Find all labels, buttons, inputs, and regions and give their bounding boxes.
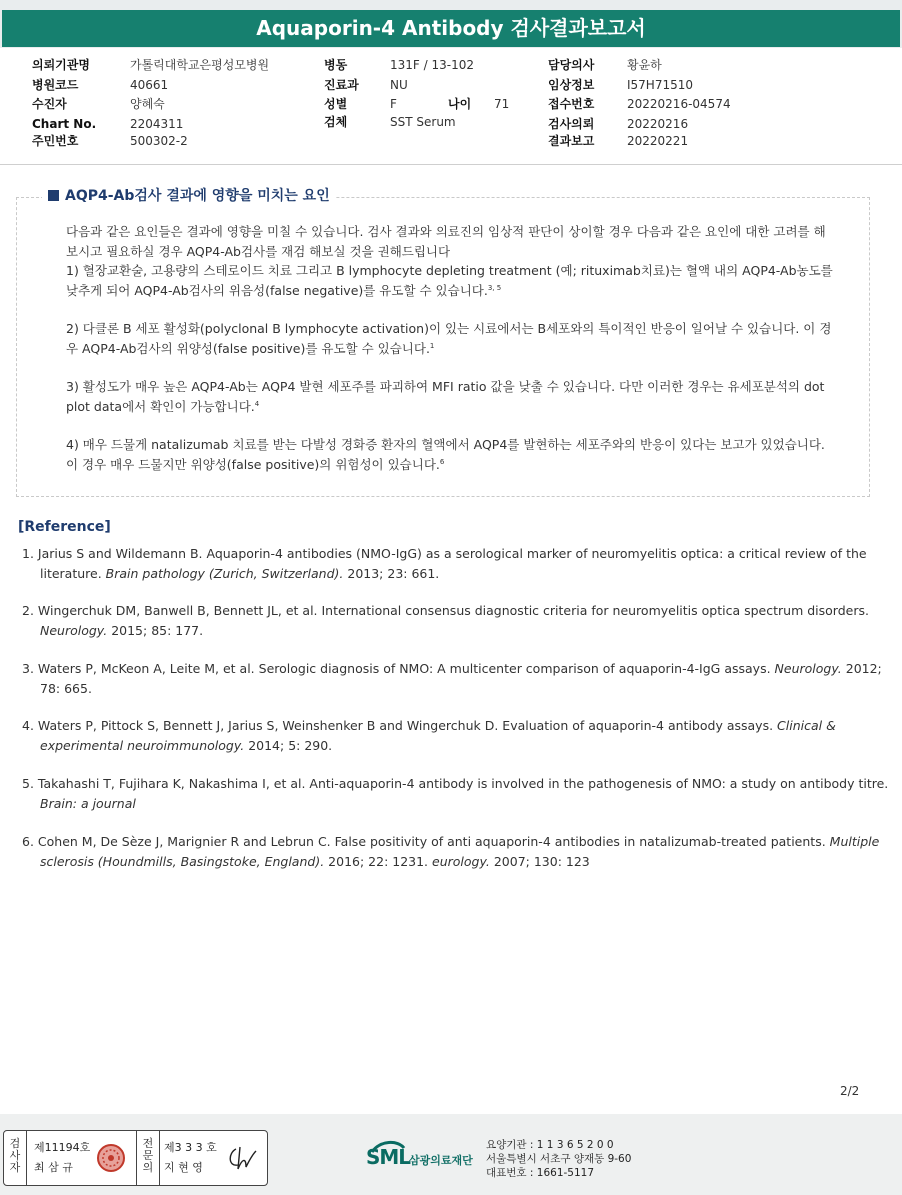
value-report-date: 20220221 xyxy=(627,134,689,148)
examiner-label-text: 검사자 xyxy=(9,1137,21,1174)
factors-intro: 다음과 같은 요인들은 결과에 영향을 미칠 수 있습니다. 검사 결과와 의료진의 임상적 판단이 상이할 경우 다음과 같은 요인에 대한 고려를 해 보시고 필요하실 경우 AQP4-Ab검사를 재검 해보실 것을 권해드립니다 xyxy=(66,224,826,259)
factor-item: 2) 다클론 B 세포 활성화(polyclonal B lymphocyte activation)이 있는 시료에서는 B세포와의 특이적인 반응이 일어날 수 있습니다. 이 경우 AQP4-Ab검사의 위양성(false positive)를 유도할 수 있습니다.$^1$ xyxy=(66,321,832,356)
sml-logo-text: SML xyxy=(366,1145,411,1169)
square-bullet-icon xyxy=(48,190,59,201)
value-hospital-code: 40661 xyxy=(130,78,169,92)
reviewer-label-text: 전문의 xyxy=(142,1137,154,1174)
label-report-date: 결과보고 xyxy=(548,134,595,148)
citation-sup: 6 xyxy=(439,457,445,466)
examiner-label xyxy=(4,1131,27,1185)
label-physician: 담당의사 xyxy=(548,58,595,72)
factors-title: AQP4-Ab검사 결과에 영향을 미치는 요인 xyxy=(65,188,330,204)
seal-stamp-icon xyxy=(96,1143,126,1173)
citation-sup: 4 xyxy=(254,399,260,408)
value-sex: F xyxy=(390,97,397,111)
label-clinical-info: 임상정보 xyxy=(548,78,595,92)
label-chart-no: Chart No. xyxy=(32,117,97,131)
label-request-date: 검사의뢰 xyxy=(548,117,595,131)
header-divider xyxy=(0,164,902,165)
label-accession-no: 접수번호 xyxy=(548,97,595,111)
label-specimen: 검체 xyxy=(324,115,348,129)
examiner-name: 최 삼 규 xyxy=(34,1161,73,1174)
factors-heading xyxy=(42,187,336,205)
value-chart-no: 2204311 xyxy=(130,117,184,131)
report-title: Aquaporin-4 Antibody 검사결과보고서 xyxy=(2,10,900,47)
organization-address: 서울특별시 서초구 양재동 9-60 xyxy=(486,1153,632,1165)
factor-item: 3) 활성도가 매우 높은 AQP4-Ab는 AQP4 발현 세포주를 파괴하여 MFI ratio 값을 낮출 수 있습니다. 다만 이러한 경우는 유세포분석의 dot plot data에서 확인이 가능합니다.$^4$ xyxy=(66,379,825,414)
reference-item: 3. Waters P, McKeon A, Leite M, et al. Serologic diagnosis of NMO: A multicenter comparison of aquaporin-4-IgG assays. Neurology. 2012; 78: 665. xyxy=(22,661,882,696)
organization-phone: 대표번호 : 1661-5117 xyxy=(486,1167,595,1179)
value-accession-no: 20220216-04574 xyxy=(627,97,731,111)
citation-sup: 1 xyxy=(429,341,435,350)
label-ward: 병동 xyxy=(324,58,348,72)
value-specimen: SST Serum xyxy=(390,115,456,129)
reference-item: 6. Cohen M, De Sèze J, Marignier R and Lebrun C. False positivity of anti aquaporin-4 antibodies in natalizumab-treated patients. Multiple sclerosis (Houndmills, Basingstoke, England). 2016; 22: 1231. eurology. 2007; 130: 123 xyxy=(22,834,880,869)
value-request-date: 20220216 xyxy=(627,117,689,131)
label-requesting-institution: 의뢰기관명 xyxy=(32,58,90,72)
factor-item: 1) 혈장교환술, 고용량의 스테로이드 치료 그리고 B lymphocyte depleting treatment (예; rituximab치료)는 혈액 내의 AQP4-Ab농도를 낮추게 되어 AQP4-Ab검사의 위음성(false negative)를 유도할 수 있습니다.$^{3, 5}$ xyxy=(66,263,833,298)
value-patient-name: 양혜숙 xyxy=(130,97,165,111)
label-sex: 성별 xyxy=(324,97,348,111)
value-requesting-institution: 가톨릭대학교은평성모병원 xyxy=(130,58,270,72)
label-resident-no: 주민번호 xyxy=(32,134,79,148)
organization-name: 삼광의료재단 xyxy=(409,1154,473,1167)
factors-body xyxy=(66,222,840,493)
factor-item: 4) 매우 드물게 natalizumab 치료를 받는 다발성 경화증 환자의 혈액에서 AQP4를 발현하는 세포주와의 반응이 있다는 보고가 있었습니다. 이 경우 매우 드물지만 위양성(false positive)의 위험성이 있습니다.$^6$ xyxy=(66,437,825,472)
reviewer-name: 지 현 영 xyxy=(164,1161,203,1174)
page-number: 2/2 xyxy=(840,1084,860,1098)
reference-item: 2. Wingerchuk DM, Banwell B, Bennett JL, et al. International consensus diagnostic criteria for neuromyelitis optica spectrum disorders. Neurology. 2015; 85: 177. xyxy=(22,603,869,638)
value-age: 71 xyxy=(494,97,510,111)
signature-box xyxy=(3,1130,268,1186)
reference-item: 4. Waters P, Pittock S, Bennett J, Jarius S, Weinshenker B and Wingerchuk D. Evaluation of aquaporin-4 antibody assays. Clinical & experimental neuroimmunology. 2014; 5: 290. xyxy=(22,718,836,753)
value-physician: 황윤하 xyxy=(627,58,662,72)
value-department: NU xyxy=(390,78,408,92)
reference-heading: [Reference] xyxy=(18,519,111,535)
reference-item: 1. Jarius S and Wildemann B. Aquaporin-4 antibodies (NMO-IgG) as a serological marker of neuromyelitis optica: a critical review of the literature. Brain pathology (Zurich, Switzerland). 2013; 23: 661. xyxy=(22,546,867,581)
examiner-license-no: 제11194호 xyxy=(34,1141,91,1154)
label-age: 나이 xyxy=(448,97,472,111)
care-institution-no: 요양기관 : 1 1 3 6 5 2 0 0 xyxy=(486,1139,614,1151)
label-patient-name: 수진자 xyxy=(32,97,67,111)
citation-sup: 3, 5 xyxy=(487,283,502,292)
organization-info xyxy=(486,1138,631,1180)
reference-item: 5. Takahashi T, Fujihara K, Nakashima I, et al. Anti-aquaporin-4 antibody is involved in the pathogenesis of NMO: a study on antibody titre. Brain: a journal xyxy=(22,776,889,811)
handwritten-signature-icon xyxy=(226,1141,262,1175)
label-hospital-code: 병원코드 xyxy=(32,78,79,92)
value-clinical-info: I57H71510 xyxy=(627,78,694,92)
value-resident-no: 500302-2 xyxy=(130,134,188,148)
reviewer-license-no: 제3 3 3 호 xyxy=(164,1141,217,1154)
value-ward: 131F / 13-102 xyxy=(390,58,474,72)
reviewer-label xyxy=(136,1131,160,1185)
label-department: 진료과 xyxy=(324,78,359,92)
